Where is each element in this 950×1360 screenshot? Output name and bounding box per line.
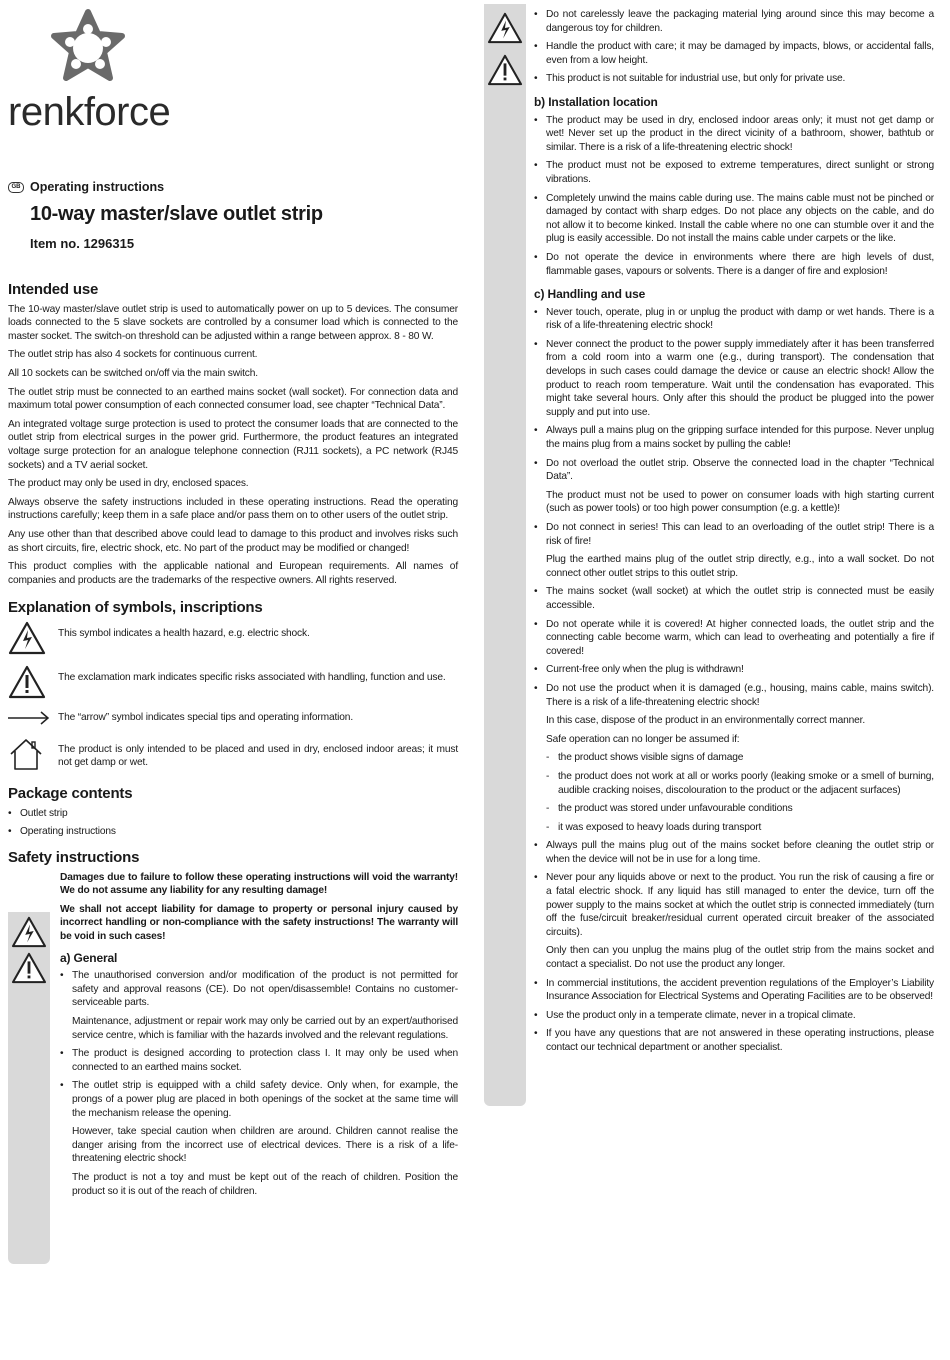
exclamation-warning-icon (8, 665, 50, 704)
paragraph: The 10-way master/slave outlet strip is used to automatically power on up to 5 devices. The consumer loads connected to the 5 slave sockets are controlled by a consumer load which is connected to the master socket. The switch-on threshold can be adjusted within a range between approx. 8 - 80 W. (8, 303, 458, 342)
list-item: • If you have any questions that are not answered in these operating instructions, please contact our technical department or another specialist. (534, 1027, 934, 1054)
list-item: • Outlet strip (8, 807, 458, 821)
list-item-extra: The product must not be used to power on consumer loads with high starting current (such as power tools) or too high power consumption (e.g. a kettle)! (546, 489, 934, 515)
paragraph: Always observe the safety instructions included in these operating instructions. Read the operating instructions carefully; keep them in a safe place and/or pass them on to other users of the outlet strip. (8, 496, 458, 522)
liability-warning: We shall not accept liability for damage to property or personal injury caused by incorrect handling or non-compliance with the safety instructions! The warranty will be void in such cases! (60, 903, 458, 942)
list-item: - the product was stored under unfavourable conditions (546, 802, 934, 816)
list-item: - it was exposed to heavy loads during transport (546, 821, 934, 835)
symbol-text: The product is only intended to be placed and used in dry, enclosed indoor areas; it must not get damp or wet. (58, 743, 458, 769)
list-item: • Current-free only when the plug is withdrawn! (534, 663, 934, 677)
list-item: • Always pull the mains plug out of the mains socket before cleaning the outlet strip or when the device will not be in use for a long time. (534, 839, 934, 866)
installation-heading: b) Installation location (534, 94, 658, 109)
list-item: • The product must not be exposed to extreme temperatures, direct sunlight or strong vibrations. (534, 159, 934, 186)
list-item: • In commercial institutions, the accident prevention regulations of the Employer’s Liability Insurance Association for Electrical Systems and Operating Facilities are to be observed! (534, 977, 934, 1004)
handling-heading: c) Handling and use (534, 287, 646, 302)
list-item (534, 682, 934, 834)
list-item-text: The outlet strip is equipped with a child safety device. Only when, for example, the prongs of a power plug are placed in both openings of the socket at the same time will the mechanism release the opening. (72, 1080, 458, 1119)
list-item: • Operating instructions (8, 825, 458, 839)
list-item-extra: The product is not a toy and must be kept out of the reach of children. Position the product so it is out of the reach of children. (72, 1171, 458, 1197)
lightning-warning-icon (487, 12, 523, 44)
warning-sidebar-right (484, 4, 526, 1106)
package-list (8, 807, 458, 839)
right-column (534, 8, 934, 1060)
arrow-icon (8, 710, 50, 731)
general-list-continued (534, 8, 934, 86)
symbol-row (8, 710, 458, 731)
page-title: 10-way master/slave outlet strip (30, 203, 323, 225)
safety-heading: Safety instructions (8, 849, 140, 867)
lightning-warning-icon (11, 916, 47, 948)
lightning-warning-icon (8, 621, 50, 660)
list-item: • Use the product only in a temperate climate, never in a tropical climate. (534, 1009, 934, 1023)
left-column (8, 283, 458, 1203)
list-item-text: Never pour any liquids above or next to the product. You run the risk of causing a fire or a fatal electric shock. If any liquid has still managed to enter the device, turn off the power supply to the mains socket at which the outlet strip is connected immediately (turn off the fuse/circuit breaker/residual current operated circuit breaker of the associated circuits). (546, 872, 934, 938)
symbol-text: This symbol indicates a health hazard, e.g. electric shock. (58, 627, 310, 639)
general-list (60, 969, 458, 1198)
operating-label-text: Operating instructions (30, 180, 165, 194)
list-item: • This product is not suitable for industrial use, but only for private use. (534, 72, 934, 86)
list-item-extra: In this case, dispose of the product in an environmentally correct manner. (546, 715, 866, 727)
list-item-text: Do not overload the outlet strip. Observe the connected load in the chapter “Technical Data”. (546, 457, 934, 483)
language-badge: GB (8, 182, 24, 193)
list-item: - the product does not work at all or works poorly (leaking smoke or a smell of burning, audible cracking noises, discolouration to the product or the adjacent surfaces) (546, 770, 934, 797)
list-item-text: The unauthorised conversion and/or modification of the product is not permitted for safety and approval reasons (CE). Do not open/disassemble! Contains no customer-serviceable parts. (72, 970, 458, 1009)
renkforce-star-icon (48, 8, 128, 88)
list-item: • The product may be used in dry, enclosed indoor areas only; it must not get damp or wet! Never set up the product in the direct vicinity of a bathroom, shower, bathtub or similar. There is a risk of a life-threatening electric shock! (534, 114, 934, 155)
list-item: • The mains socket (wall socket) at which the outlet strip is connected must be easily accessible. (534, 585, 934, 612)
symbol-row (8, 737, 458, 776)
paragraph: All 10 sockets can be switched on/off via the main switch. (8, 367, 258, 379)
brand-logo (8, 8, 178, 132)
paragraph: The outlet strip must be connected to an earthed mains socket (wall socket). For connection data and maximum total power consumption of each connected consumer load, see chapter “Technical Data”. (8, 386, 458, 412)
paragraph: The outlet strip has also 4 sockets for continuous current. (8, 349, 258, 361)
house-icon (8, 737, 50, 776)
paragraph: Any use other than that described above could lead to damage to this product and involves risks such as short circuits, fire, electric shock, etc. No part of the product may be modified or changed! (8, 528, 458, 554)
list-item: • Do not carelessly leave the packaging material lying around since this may become a dangerous toy for children. (534, 8, 934, 35)
list-item (534, 457, 934, 516)
list-item: • Never touch, operate, plug in or unplug the product with damp or wet hands. There is a risk of a life-threatening electric shock! (534, 306, 934, 333)
list-item: • Handle the product with care; it may be damaged by impacts, blows, or accidental falls, even from a low height. (534, 40, 934, 67)
brand-name: renkforce (8, 90, 171, 134)
symbol-text: The “arrow” symbol indicates special tips and operating information. (58, 712, 354, 724)
list-item-extra: Plug the earthed mains plug of the outlet strip directly, e.g., into a wall socket. Do not connect other outlet strips to this outlet strip. (546, 554, 934, 579)
list-item: • Do not operate while it is covered! At higher connected loads, the outlet strip and the connecting cable become warm, which can lead to overheating and potentially a fire if covered! (534, 618, 934, 659)
exclamation-warning-icon (487, 54, 523, 86)
handling-list (534, 306, 934, 1055)
package-contents-heading: Package contents (8, 785, 133, 803)
symbols-heading: Explanation of symbols, inscriptions (8, 599, 263, 617)
symbol-text: The exclamation mark indicates specific risks associated with handling, function and use. (58, 672, 446, 684)
warranty-warning: Damages due to failure to follow these operating instructions will void the warranty! We do not assume any liability for any resulting damage! (60, 871, 458, 897)
item-number: Item no. 1296315 (30, 236, 135, 251)
exclamation-warning-icon (11, 952, 47, 984)
unsafe-conditions-list (546, 751, 934, 834)
list-item-extra: Only then can you unplug the mains plug of the outlet strip from the mains socket and contact a specialist. Do not use the product any longer. (546, 945, 934, 971)
installation-list (534, 114, 934, 279)
list-item-extra: Maintenance, adjustment or repair work may only be carried out by an expert/authorised service centre, which is familiar with the hazards involved and the relevant regulations. (72, 1015, 458, 1041)
paragraph: The product may only be used in dry, enclosed spaces. (8, 478, 249, 490)
list-item: • Never connect the product to the power supply immediately after it has been transferred from a cold room into a warm one (e.g., during transport). The condensation that develops in such cases could damage the device or cause an electric shock! Allow the product to reach room temperature. Wait until the condensation has evaporated. This might take several hours. Only after this should the product be plugged into the power supply and put into use. (534, 338, 934, 420)
paragraph: This product complies with the applicable national and European requirements. All names of companies and products are the trademarks of the respective owners. All rights reserved. (8, 561, 458, 586)
warning-sidebar-left (8, 912, 50, 1264)
general-heading: a) General (60, 950, 118, 965)
list-item (534, 871, 934, 971)
list-item: - the product shows visible signs of damage (546, 751, 934, 765)
list-item: • Completely unwind the mains cable during use. The mains cable must not be pinched or damaged by contact with sharp edges. Do not place any objects on the cable, and do not allow it to become kinked. Install the cable where no one can stumble over it and the plug is easily accessible. Do not install the mains cable under carpets or the like. (534, 192, 934, 246)
list-item (534, 521, 934, 580)
list-item-text: Do not connect in series! This can lead to an overloading of the outlet strip! There is a risk of fire! (546, 522, 934, 547)
intended-use-heading: Intended use (8, 281, 99, 298)
paragraph: An integrated voltage surge protection is used to protect the consumer loads that are connected to the outlet strip from electrical surges in the power grid. Furthermore, the product features an integrated voltage surge protection for an analogue telephone connection (RJ11 sockets), a PC network (RJ45 sockets) and a TV aerial socket. (8, 418, 458, 471)
symbol-row (8, 621, 458, 660)
list-item (60, 969, 458, 1042)
list-item: • The product is designed according to protection class I. It may only be used when connected to an earthed mains socket. (60, 1047, 458, 1074)
list-item-text: Do not use the product when it is damaged (e.g., housing, mains cable, mains switch). There is a risk of a life-threatening electric shock! (546, 682, 934, 708)
list-item-extra: Safe operation can no longer be assumed if: (546, 733, 740, 745)
list-item (60, 1079, 458, 1198)
symbol-row (8, 665, 458, 704)
operating-instructions-label (8, 180, 164, 194)
list-item: • Always pull a mains plug on the gripping surface intended for this purpose. Never unplug the mains plug from a mains socket by pulling the cable! (534, 424, 934, 451)
list-item: • Do not operate the device in environments where there are high levels of dust, flammable gases, vapours or solvents. There is a danger of fire and explosion! (534, 251, 934, 278)
safety-body (8, 871, 458, 1198)
list-item-extra: However, take special caution when children are around. Children cannot realise the danger arising from the incorrect use of electrical devices. There is a risk of a life-threatening electric shock! (72, 1126, 458, 1165)
